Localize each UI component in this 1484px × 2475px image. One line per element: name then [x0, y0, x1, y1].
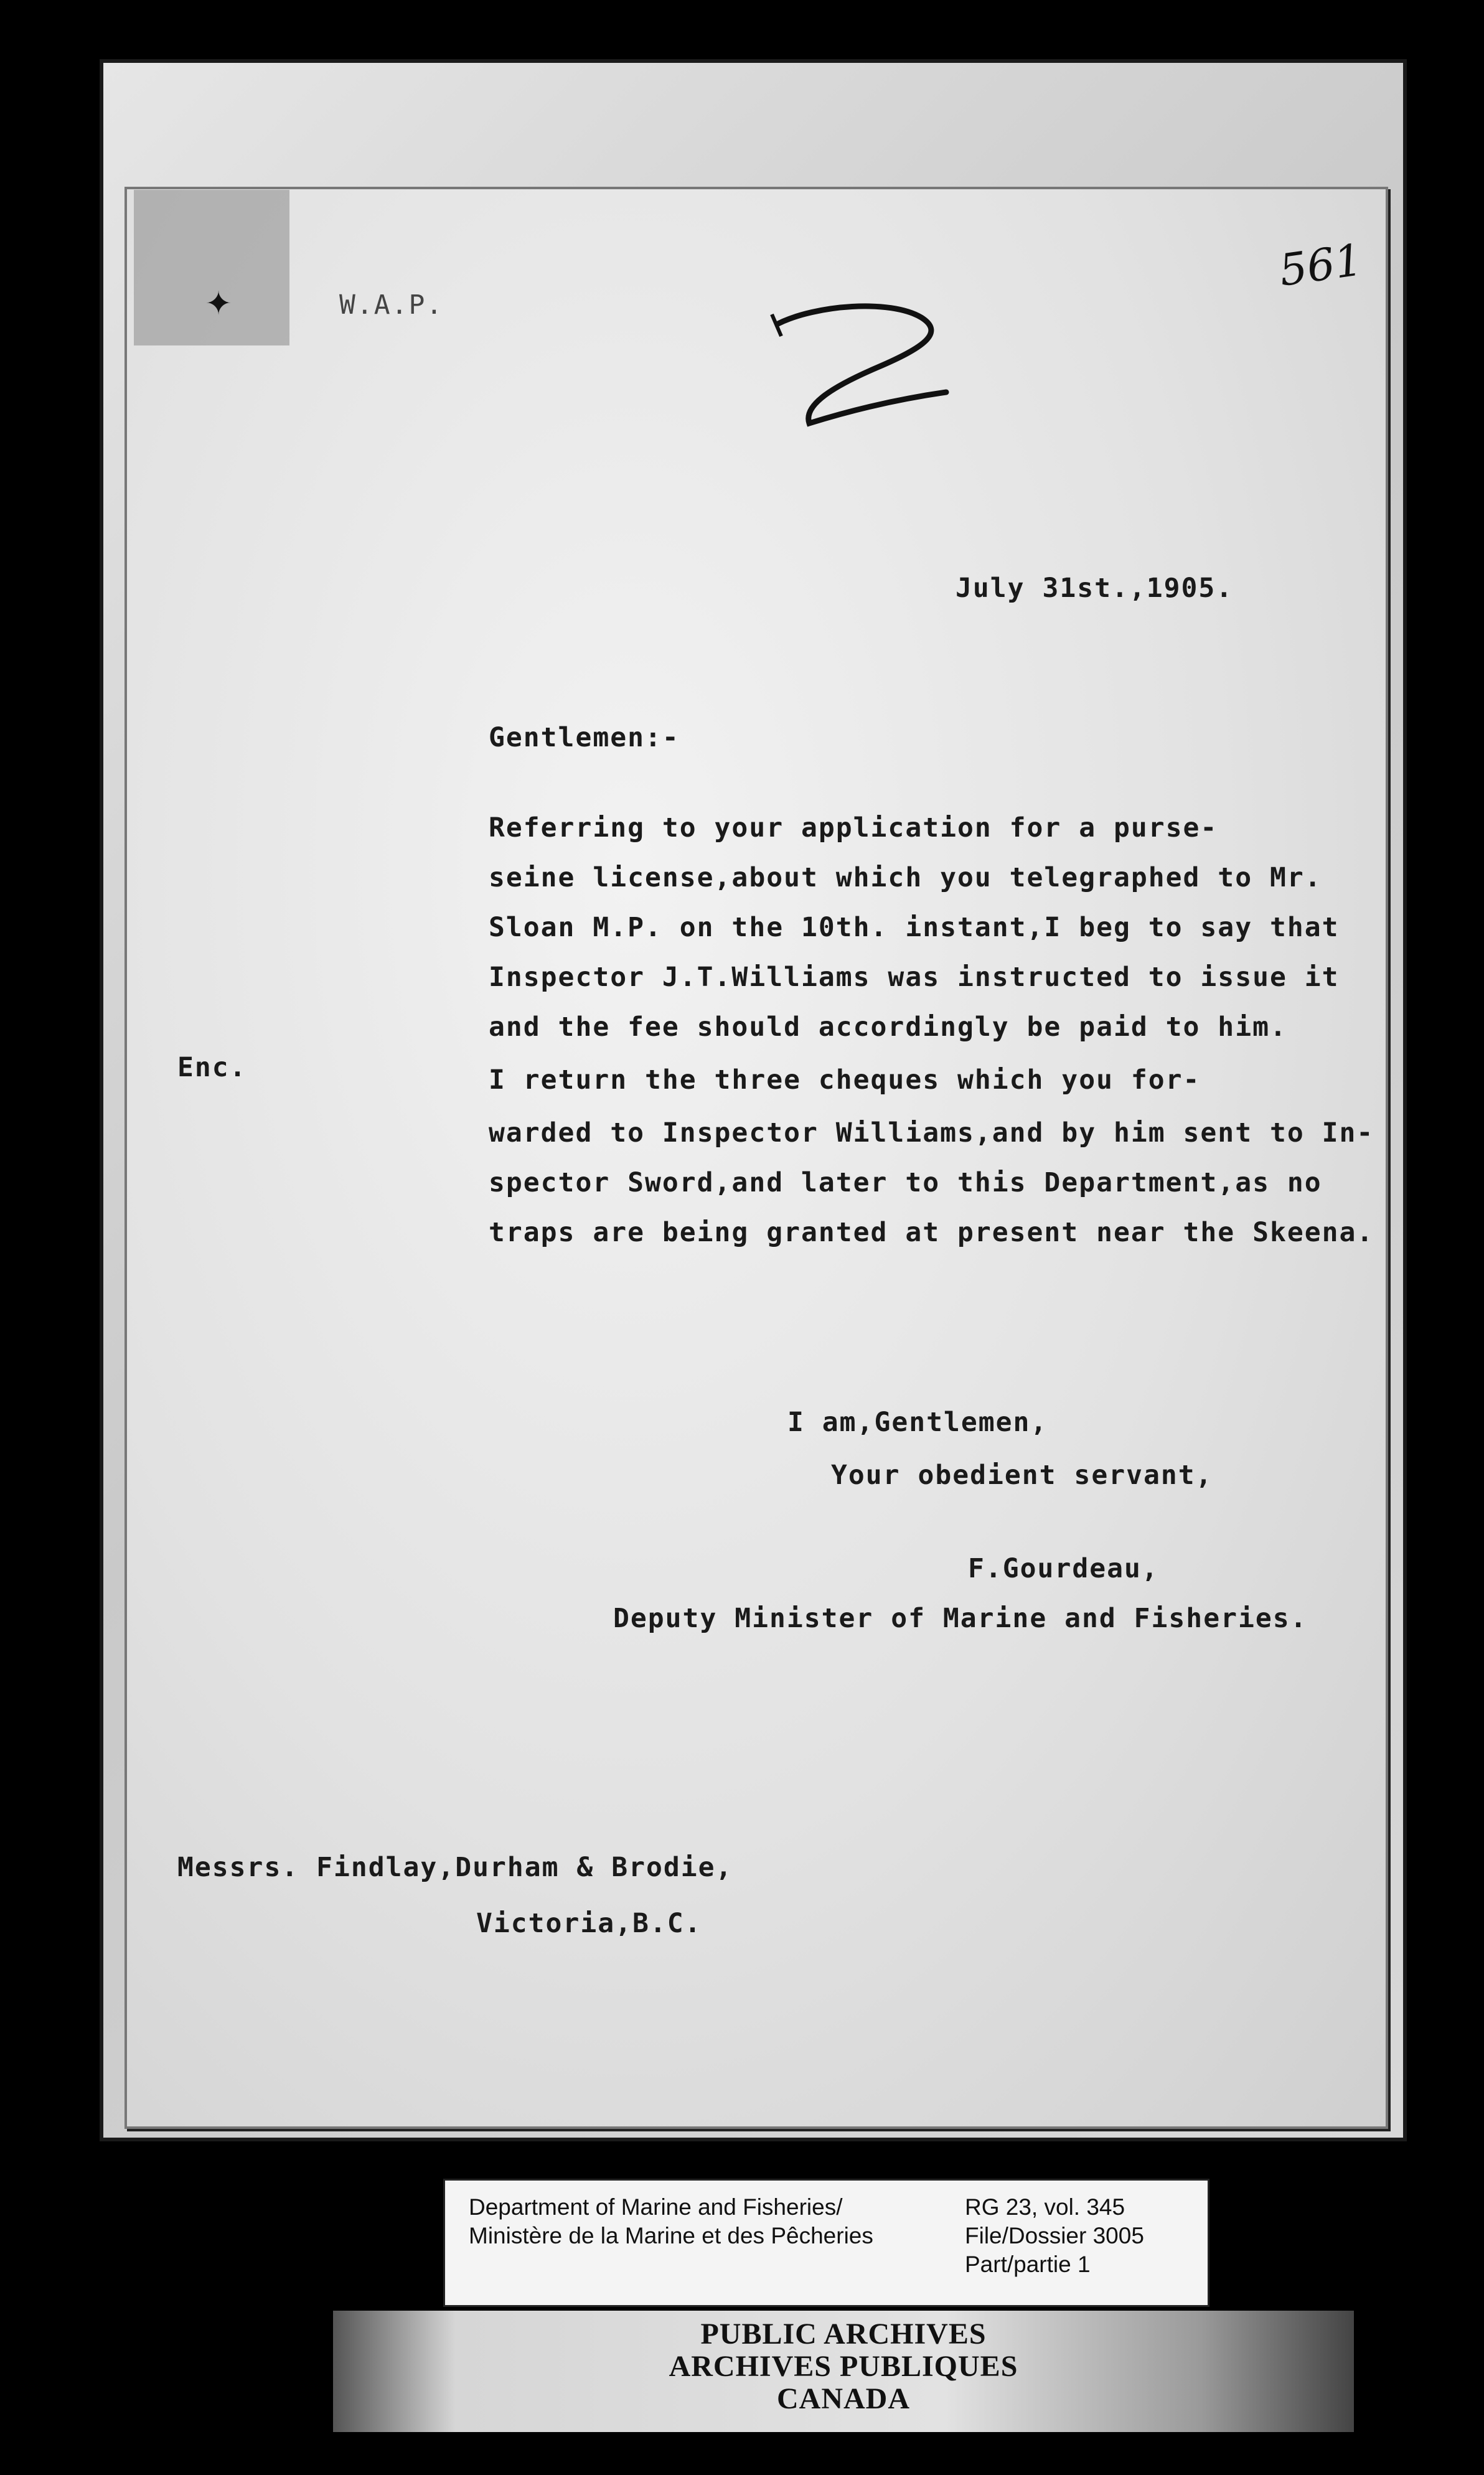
- body-line: traps are being granted at present near the Skeena.: [489, 1217, 1374, 1248]
- body-line: I return the three cheques which you for-: [489, 1064, 1201, 1096]
- body-line: Referring to your application for a purse-: [489, 812, 1218, 843]
- signature-name: F.Gourdeau,: [968, 1553, 1159, 1584]
- handwritten-mark: [766, 299, 965, 442]
- public-archives-stamp: [333, 2311, 1354, 2432]
- handwritten-page-number: 561: [1275, 234, 1366, 296]
- letter-page: [124, 187, 1388, 2129]
- label-line: RG 23, vol. 345: [965, 2194, 1125, 2220]
- label-line: Department of Marine and Fisheries/: [469, 2194, 843, 2220]
- letter-date: July 31st.,1905.: [956, 573, 1234, 604]
- enclosure-note: Enc.: [177, 1052, 247, 1083]
- body-line: Inspector J.T.Williams was instructed to issue it: [489, 962, 1340, 993]
- stamp-line: PUBLIC ARCHIVES: [700, 2318, 987, 2351]
- label-line: Part/partie 1: [965, 2252, 1091, 2277]
- body-line: Sloan M.P. on the 10th. instant,I beg to say that: [489, 912, 1340, 943]
- typist-initials: W.A.P.: [339, 289, 444, 321]
- pin-mark: ✦: [205, 274, 232, 325]
- department-name: [469, 2193, 873, 2250]
- addressee-name: Messrs. Findlay,Durham & Brodie,: [177, 1852, 733, 1883]
- label-line: File/Dossier 3005: [965, 2223, 1144, 2248]
- body-line: spector Sword,and later to this Department,as no: [489, 1167, 1322, 1198]
- salutation: Gentlemen:-: [489, 722, 680, 753]
- addressee-city: Victoria,B.C.: [476, 1908, 702, 1939]
- archive-reference-label: [443, 2179, 1209, 2307]
- closing-phrase: I am,Gentlemen,: [787, 1407, 1048, 1438]
- signature-title: Deputy Minister of Marine and Fisheries.: [613, 1603, 1308, 1634]
- label-line: Ministère de la Marine et des Pêcheries: [469, 2223, 873, 2248]
- stamp-line: CANADA: [777, 2382, 910, 2415]
- file-reference: [965, 2193, 1144, 2279]
- body-line: warded to Inspector Williams,and by him sent to In-: [489, 1117, 1374, 1148]
- body-line: seine license,about which you telegraphed to Mr.: [489, 862, 1322, 893]
- closing-servant: Your obedient servant,: [831, 1460, 1213, 1491]
- stamp-line: ARCHIVES PUBLIQUES: [669, 2350, 1018, 2383]
- body-line: and the fee should accordingly be paid to him.: [489, 1012, 1287, 1043]
